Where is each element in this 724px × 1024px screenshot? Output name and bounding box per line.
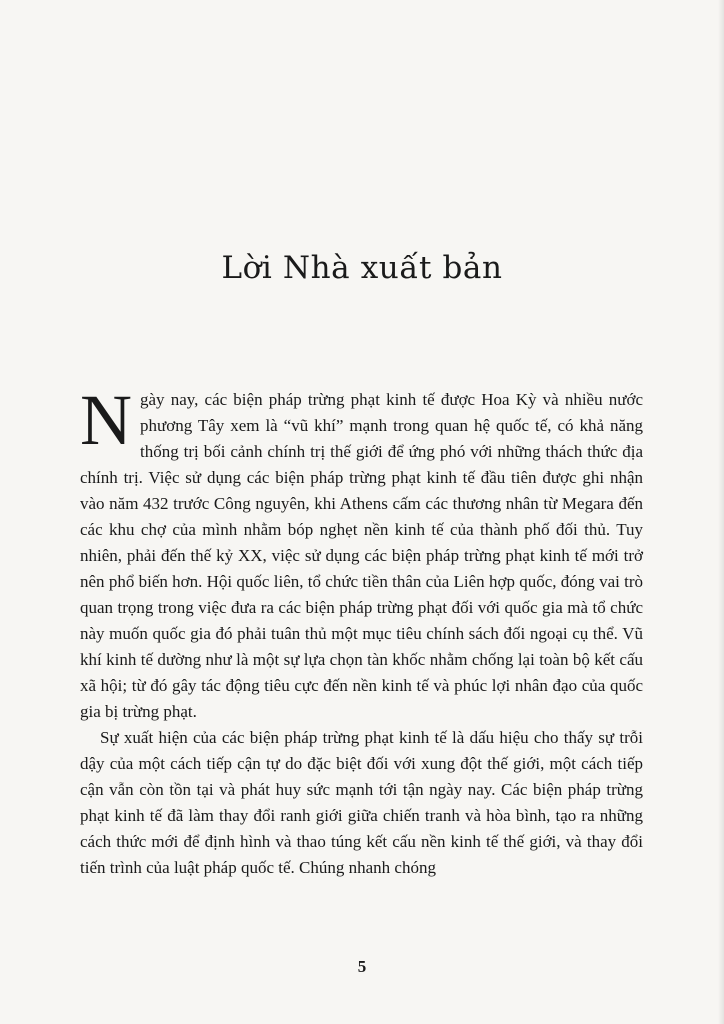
page-title: Lời Nhà xuất bản	[221, 250, 503, 286]
paragraph-2: Sự xuất hiện của các biện pháp trừng phạt kinh tế là dấu hiệu cho thấy sự trỗi dậy của một cách tiếp cận tự do đặc biệt đối với xung đột thế giới, một cách tiếp cận vẫn còn tồn tại và phát huy sức mạnh tới tận ngày nay. Các biện pháp trừng phạt kinh tế đã làm thay đổi ranh giới giữa chiến tranh và hòa bình, tạo ra những cách thức mới để định hình và thao túng kết cấu nền kinh tế thế giới, và thay đổi tiến trình của luật pháp quốc tế. Chúng nhanh chóng	[80, 728, 643, 877]
page-edge-shadow	[718, 0, 724, 1024]
body-text	[80, 380, 643, 881]
page-number: 5	[357, 957, 367, 976]
paragraph-1-text: gày nay, các biện pháp trừng phạt kinh tế được Hoa Kỳ và nhiều nước phương Tây xem là “vũ khí” mạnh trong quan hệ quốc tế, có khả năng thống trị bối cảnh chính trị thế giới để ứng phó với những thách thức địa chính trị. Việc sử dụng các biện pháp trừng phạt kinh tế đầu tiên được ghi nhận vào năm 432 trước Công nguyên, khi Athens cấm các thương nhân từ Megara đến các khu chợ của mình nhằm bóp nghẹt nền kinh tế của thành phố đối thủ. Tuy nhiên, phải đến thế kỷ XX, việc sử dụng các biện pháp trừng phạt kinh tế mới trở nên phổ biến hơn. Hội quốc liên, tổ chức tiền thân của Liên hợp quốc, đóng vai trò quan trọng trong việc đưa ra các biện pháp trừng phạt đối với quốc gia mà tổ chức này muốn quốc gia đó phải tuân thủ một mục tiêu chính sách đối ngoại cụ thể. Vũ khí kinh tế dường như là một sự lựa chọn tàn khốc nhằm chống lại toàn bộ kết cấu xã hội; từ đó gây tác động tiêu cực đến nền kinh tế và phúc lợi nhân đạo của quốc gia bị trừng phạt.	[80, 390, 643, 721]
paragraph-1	[80, 380, 643, 725]
drop-cap: N	[80, 380, 132, 460]
